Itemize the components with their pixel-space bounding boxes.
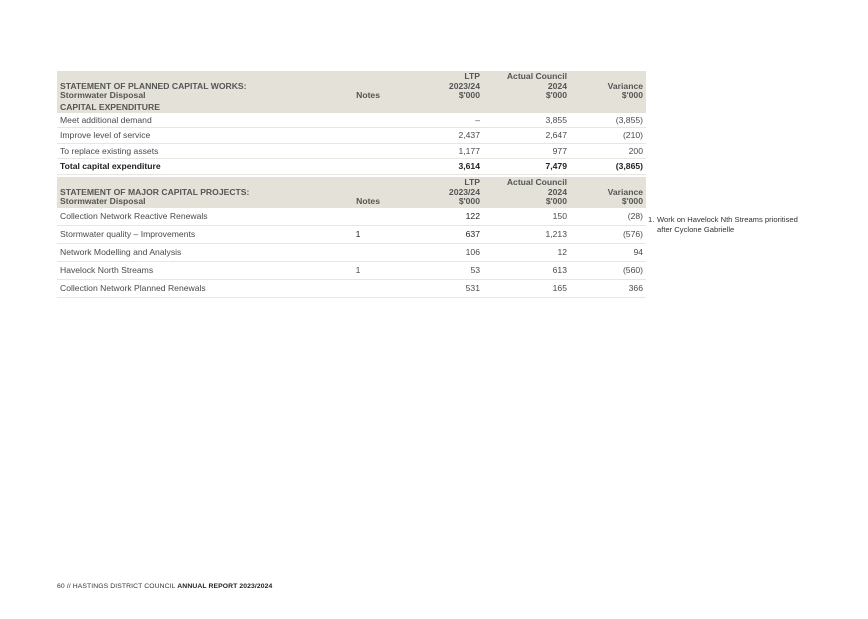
table-row xyxy=(57,225,646,243)
row-label: Meet additional demand xyxy=(57,113,333,128)
table-row xyxy=(57,128,646,144)
section-label-row xyxy=(57,102,646,113)
row-notes xyxy=(333,243,383,261)
table-row xyxy=(57,261,646,279)
row-variance: (576) xyxy=(570,225,646,243)
row-label: Collection Network Reactive Renewals xyxy=(57,208,333,226)
row-actual: 3,855 xyxy=(483,113,570,128)
table-row xyxy=(57,279,646,297)
row-actual: 613 xyxy=(483,261,570,279)
row-notes xyxy=(333,128,383,144)
total-ltp: 3,614 xyxy=(383,159,483,175)
page-footer xyxy=(57,583,272,590)
row-ltp: 53 xyxy=(383,261,483,279)
row-actual: 2,647 xyxy=(483,128,570,144)
variance-header: Variance $'000 xyxy=(570,71,646,102)
row-variance: (210) xyxy=(570,128,646,144)
footnote-text-line2: after Cyclone Gabrielle xyxy=(657,224,735,234)
total-notes xyxy=(333,159,383,175)
ltp-header: LTP 2023/24 $'000 xyxy=(383,177,483,208)
table-header xyxy=(57,177,646,208)
footnote-number: 1. xyxy=(648,215,655,224)
row-label: To replace existing assets xyxy=(57,143,333,159)
row-variance: 366 xyxy=(570,279,646,297)
total-row xyxy=(57,159,646,175)
row-ltp: 122 xyxy=(383,208,483,226)
actual-header: Actual Council 2024 $'000 xyxy=(483,177,570,208)
row-variance: 200 xyxy=(570,143,646,159)
variance-header: Variance $'000 xyxy=(570,177,646,208)
row-notes xyxy=(333,208,383,226)
row-ltp: 531 xyxy=(383,279,483,297)
section-label: CAPITAL EXPENDITURE xyxy=(57,102,646,113)
row-actual: 12 xyxy=(483,243,570,261)
row-ltp: 106 xyxy=(383,243,483,261)
row-notes xyxy=(333,143,383,159)
row-ltp: 1,177 xyxy=(383,143,483,159)
row-label: Havelock North Streams xyxy=(57,261,333,279)
row-ltp: – xyxy=(383,113,483,128)
row-variance: 94 xyxy=(570,243,646,261)
total-variance: (3,865) xyxy=(570,159,646,175)
row-variance: (3,855) xyxy=(570,113,646,128)
row-notes xyxy=(333,113,383,128)
table-heading: STATEMENT OF MAJOR CAPITAL PROJECTS: Stormwater Disposal xyxy=(57,177,333,208)
table-heading: STATEMENT OF PLANNED CAPITAL WORKS: Stormwater Disposal xyxy=(57,71,333,102)
footer-report-title: ANNUAL REPORT 2023/2024 xyxy=(177,583,273,590)
ltp-header: LTP 2023/24 $'000 xyxy=(383,71,483,102)
row-actual: 165 xyxy=(483,279,570,297)
total-actual: 7,479 xyxy=(483,159,570,175)
row-ltp: 637 xyxy=(383,225,483,243)
table-row xyxy=(57,243,646,261)
notes-header: Notes xyxy=(333,177,383,208)
row-ltp: 2,437 xyxy=(383,128,483,144)
actual-header: Actual Council 2024 $'000 xyxy=(483,71,570,102)
table-row xyxy=(57,143,646,159)
row-variance: (560) xyxy=(570,261,646,279)
row-label: Collection Network Planned Renewals xyxy=(57,279,333,297)
row-label: Stormwater quality – Improvements xyxy=(57,225,333,243)
row-notes: 1 xyxy=(333,261,383,279)
notes-header: Notes xyxy=(333,71,383,102)
footnote xyxy=(648,215,808,234)
row-variance: (28) xyxy=(570,208,646,226)
footnote-text-line1: Work on Havelock Nth Streams prioritised xyxy=(657,215,798,224)
row-actual: 977 xyxy=(483,143,570,159)
row-notes: 1 xyxy=(333,225,383,243)
table-header xyxy=(57,71,646,102)
table-row xyxy=(57,113,646,128)
row-actual: 150 xyxy=(483,208,570,226)
row-notes xyxy=(333,279,383,297)
major-capital-projects-table xyxy=(57,177,646,298)
table-row xyxy=(57,208,646,226)
planned-capital-works-table xyxy=(57,71,646,175)
row-label: Network Modelling and Analysis xyxy=(57,243,333,261)
footer-page-label: 60 // HASTINGS DISTRICT COUNCIL xyxy=(57,583,176,590)
row-actual: 1,213 xyxy=(483,225,570,243)
total-label: Total capital expenditure xyxy=(57,159,333,175)
row-label: Improve level of service xyxy=(57,128,333,144)
